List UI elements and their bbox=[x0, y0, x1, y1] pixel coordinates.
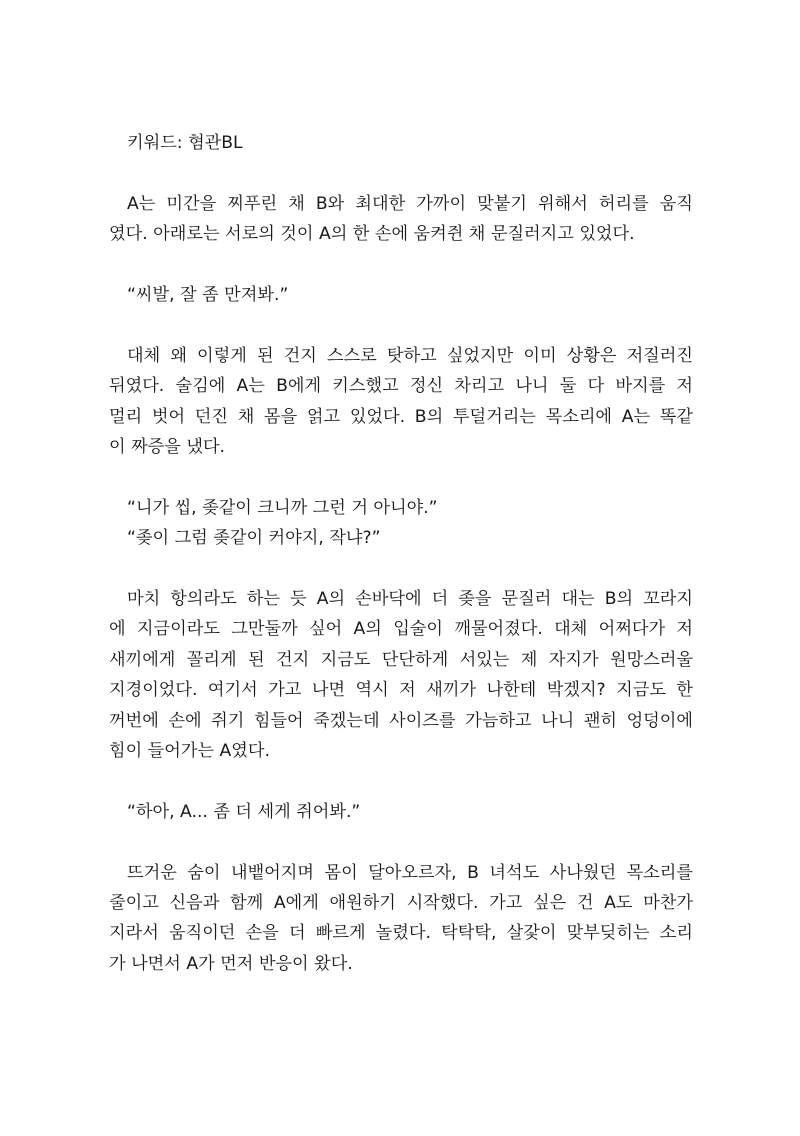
paragraph-gap bbox=[109, 766, 693, 796]
document-page bbox=[109, 128, 693, 979]
text-line: 줄이고 신음과 함께 A에게 애원하기 시작했다. 가고 싶은 건 A도 마찬가 bbox=[109, 893, 693, 914]
keyword-line: 키워드: 혐관BL bbox=[127, 133, 243, 153]
dialog-line: “하아, A... 좀 더 세게 쥐어봐.” bbox=[127, 801, 361, 822]
dialog-line: “니가 씹, 좆같이 크니까 그런 거 아니야.” bbox=[127, 497, 438, 518]
text-line: 지라서 움직이던 손을 더 빠르게 놀렸다. 탁탁탁, 살갗이 맞부딪히는 소리 bbox=[109, 923, 693, 944]
dialog-line: “씨발, 잘 좀 만져봐.” bbox=[127, 285, 289, 305]
paragraph-gap bbox=[109, 158, 693, 188]
paragraph-narration bbox=[109, 189, 693, 250]
text-line: 마치 항의라도 하는 듯 A의 손바닥에 더 좆을 문질러 대는 B의 꼬라지 bbox=[127, 589, 693, 610]
paragraph-gap bbox=[109, 462, 693, 492]
text-line: 뜨거운 숨이 내뱉어지며 몸이 달아오르자, B 녀석도 사나웠던 목소리를 bbox=[127, 862, 693, 883]
text-line: 가 나면서 A가 먼저 반응이 왔다. bbox=[109, 953, 353, 974]
text-line: 에 지금이라도 그만둘까 싶어 A의 입술이 깨물어졌다. 대체 어쩌다가 저 bbox=[109, 619, 693, 640]
text-line: 꺼번에 손에 쥐기 힘들어 죽겠는데 사이즈를 가늠하고 나니 괜히 엉덩이에 bbox=[109, 710, 693, 731]
text-line: 멀리 벗어 던진 채 몸을 얽고 있었다. B의 투덜거리는 목소리에 A는 똑같 bbox=[109, 406, 693, 427]
paragraph-narration bbox=[109, 584, 693, 766]
paragraph-gap bbox=[109, 310, 693, 340]
paragraph-narration bbox=[109, 858, 693, 980]
paragraph-gap bbox=[109, 250, 693, 280]
text-line: 이 짜증을 냈다. bbox=[109, 437, 226, 458]
paragraph-gap bbox=[109, 554, 693, 584]
text-line: 힘이 들어가는 A였다. bbox=[109, 741, 270, 762]
text-line: A는 미간을 찌푸린 채 B와 최대한 가까이 맞붙기 위해서 허리를 움직 bbox=[127, 193, 693, 214]
text-line: 지경이었다. 여기서 가고 나면 역시 저 새끼가 나한테 박겠지? 지금도 한 bbox=[109, 680, 693, 701]
dialog-line: “좆이 그럼 좆같이 커야지, 작냐?” bbox=[127, 528, 381, 549]
text-line: 대체 왜 이렇게 된 건지 스스로 탓하고 싶었지만 이미 상황은 저질러진 bbox=[127, 345, 693, 366]
text-line: 였다. 아래로는 서로의 것이 A의 한 손에 움켜쥔 채 문질러지고 있었다. bbox=[109, 224, 635, 245]
text-line: 새끼에게 꼴리게 된 건지 지금도 단단하게 서있는 제 자지가 원망스러울 bbox=[109, 649, 693, 670]
paragraph-gap bbox=[109, 827, 693, 857]
paragraph-narration bbox=[109, 341, 693, 463]
text-line: 뒤였다. 술김에 A는 B에게 키스했고 정신 차리고 나니 둘 다 바지를 저 bbox=[109, 376, 693, 397]
